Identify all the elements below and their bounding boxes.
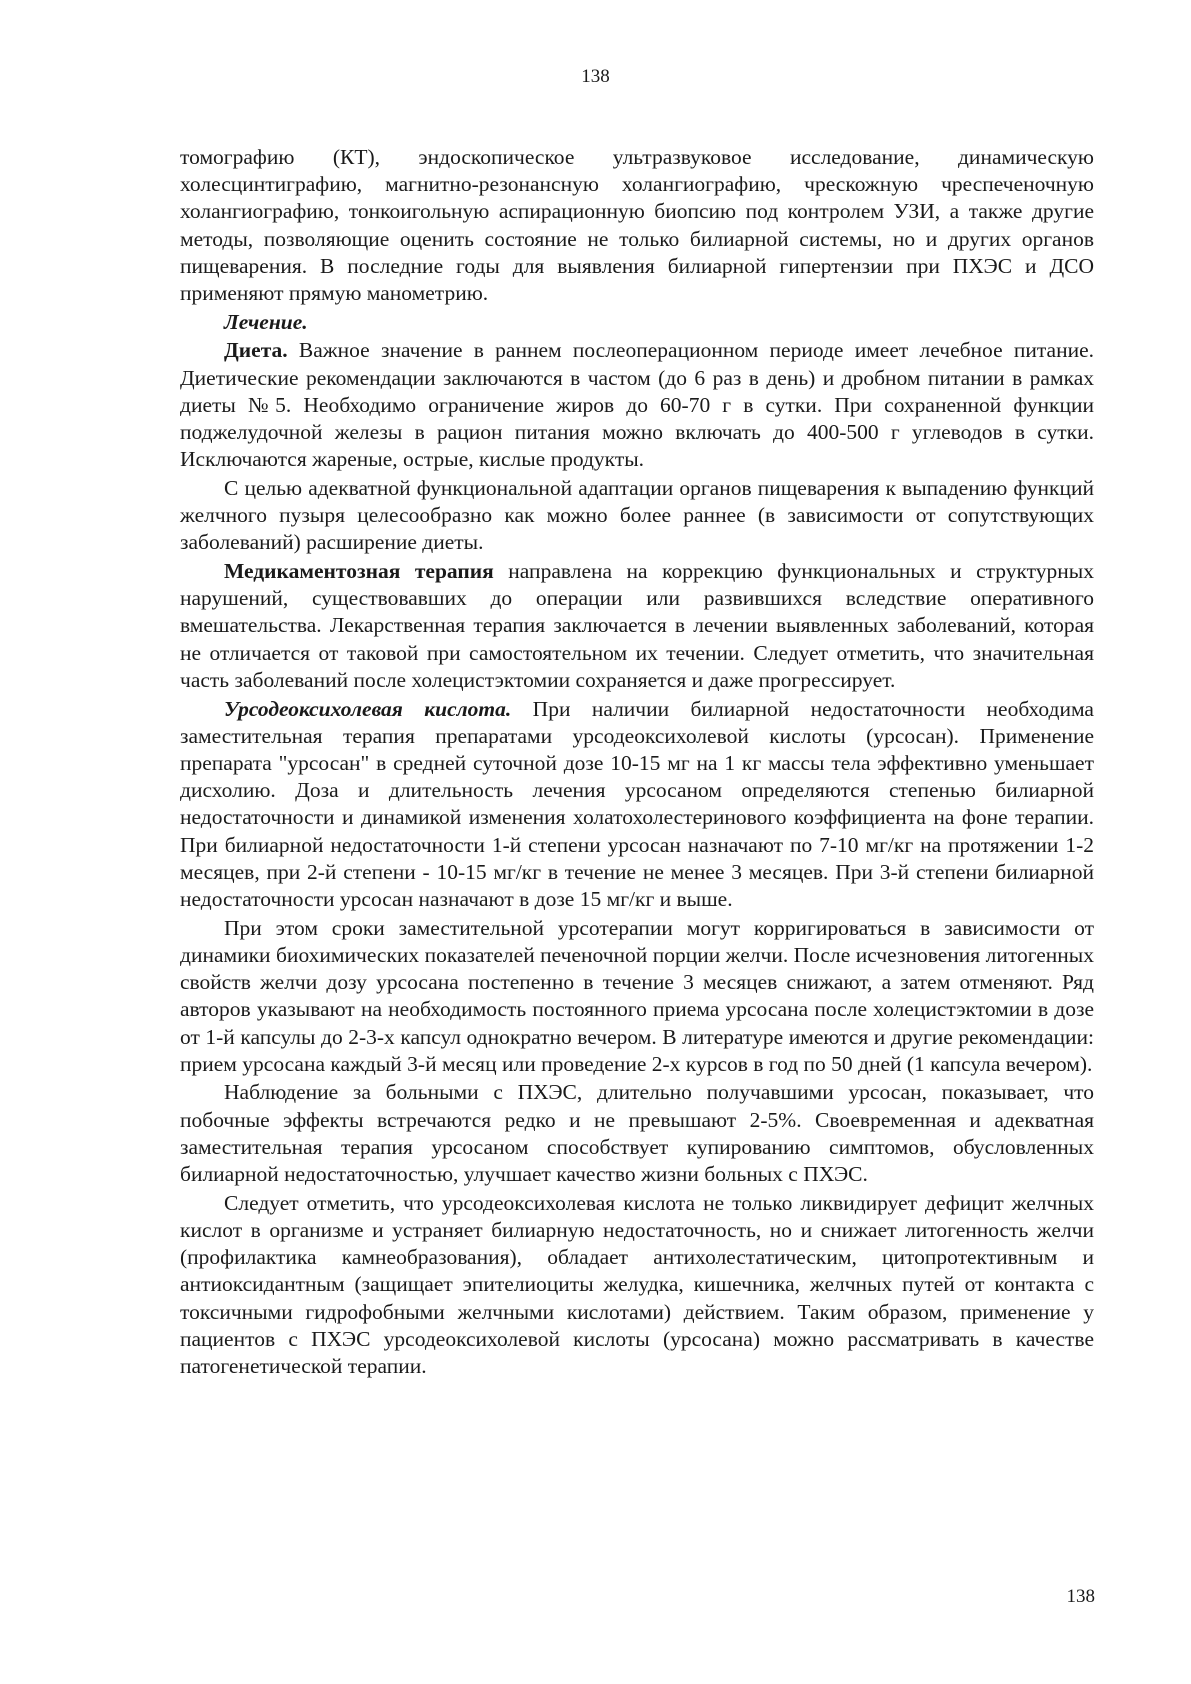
paragraph-udca (180, 696, 1094, 914)
udca-text: При наличии билиарной недостаточности необходима заместительная терапия препаратами урсодеоксихолевой кислоты (урсосан). Применение препарата "урсосан" в средней суточной дозе 10-15 мг на 1 кг массы тела эффективно уменьшает дисхолию. Доза и длительность лечения урсосаном определяются степенью билиарной недостаточности и динамикой изменения холатохолестеринового коэффициента на фоне терапии. При билиарной недостаточности 1-й степени урсосан назначают по 7-10 мг/кг на протяжении 1-2 месяцев, при 2-й степени - 10-15 мг/кг в течение не менее 3 месяцев. При 3-й степени билиарной недостаточности урсосан назначают в дозе 15 мг/кг и выше. (180, 696, 1094, 911)
page-number-bottom: 138 (1066, 1586, 1095, 1607)
paragraph-observation: Наблюдение за больными с ПХЭС, длительно получавшими урсосан, показывает, что побочные эффекты встречаются редко и не превышают 2-5%. Своевременная и адекватная заместительная терапия урсосаном способствует купированию симптомов, обусловленных билиарной недостаточностью, улучшает качество жизни больных с ПХЭС. (180, 1080, 1094, 1187)
paragraph-drug-therapy (180, 558, 1094, 694)
diet-text: Важное значение в раннем послеоперационном периоде имеет лечебное питание. Диетические рекомендации заключаются в частом (до 6 раз в день) и дробном питании в рамках диеты №5. Необходимо ограничение жиров до 60-70 г в сутки. При сохраненной функции поджелудочной железы в рацион питания можно включать до 400-500 г углеводов в сутки. Исключаются жареные, острые, кислые продукты. (180, 338, 1094, 472)
paragraph-ursotherapy-duration: При этом сроки заместительной урсотерапии могут корригироваться в зависимости от динамики биохимических показателей печеночной порции желчи. После исчезновения литогенных свойств желчи дозу урсосана постепенно в течение 3 месяцев снижают, а затем отменяют. Ряд авторов указывают на необходимость постоянного приема урсосана после холецистэктомии в дозе от 1-й капсулы до 2-3-х капсул однократно вечером. В литературе имеются и другие рекомендации: прием урсосана каждый 3-й месяц или проведение 2-х курсов в год по 50 дней (1 капсула вечером). (180, 915, 1094, 1076)
paragraph-diet-adaptation: С целью адекватной функциональной адаптации органов пищеварения к выпадению функций желчного пузыря целесообразно как можно более раннее (в зависимости от сопутствующих заболеваний) расширение диеты. (180, 475, 1094, 555)
udca-lead: Урсодеоксихолевая кислота. (224, 696, 512, 721)
drug-therapy-lead: Медикаментозная терапия (224, 559, 494, 584)
diet-lead: Диета. (224, 338, 288, 363)
paragraph-diagnostics: томографию (КТ), эндоскопическое ультразвуковое исследование, динамическую холесцинтиграфию, магнитно-резонансную холангиографию, чрескожную чреспеченочную холангиографию, тонкоигольную аспирационную биопсию под контролем УЗИ, а также другие методы, позволяющие оценить состояние не только билиарной системы, но и других органов пищеварения. В последние годы для выявления билиарной гипертензии при ПХЭС и ДСО применяют прямую манометрию. (180, 145, 1094, 306)
page-number-top: 138 (581, 66, 610, 87)
paragraph-diet (180, 337, 1094, 473)
section-heading-treatment: Лечение. (224, 309, 308, 334)
document-body (180, 144, 1094, 1382)
paragraph-conclusion: Следует отметить, что урсодеоксихолевая кислота не только ликвидирует дефицит желчных кислот в организме и устраняет билиарную недостаточность, но и снижает литогенность желчи (профилактика камнеобразования), обладает антихолестатическим, цитопротективным и антиоксидантным (защищает эпителиоциты желудка, кишечника, желчных путей от контакта с токсичными гидрофобными желчными кислотами) действием. Таким образом, применение у пациентов с ПХЭС урсодеоксихолевой кислоты (урсосана) можно рассматривать в качестве патогенетической терапии. (180, 1190, 1094, 1378)
drug-therapy-text: направлена на коррекцию функциональных и структурных нарушений, существовавших до операции или развившихся вследствие оперативного вмешательства. Лекарственная терапия заключается в лечении выявленных заболеваний, которая не отличается от таковой при самостоятельном их течении. Следует отметить, что значительная часть заболеваний после холецистэктомии сохраняется и даже прогрессирует. (180, 559, 1094, 692)
